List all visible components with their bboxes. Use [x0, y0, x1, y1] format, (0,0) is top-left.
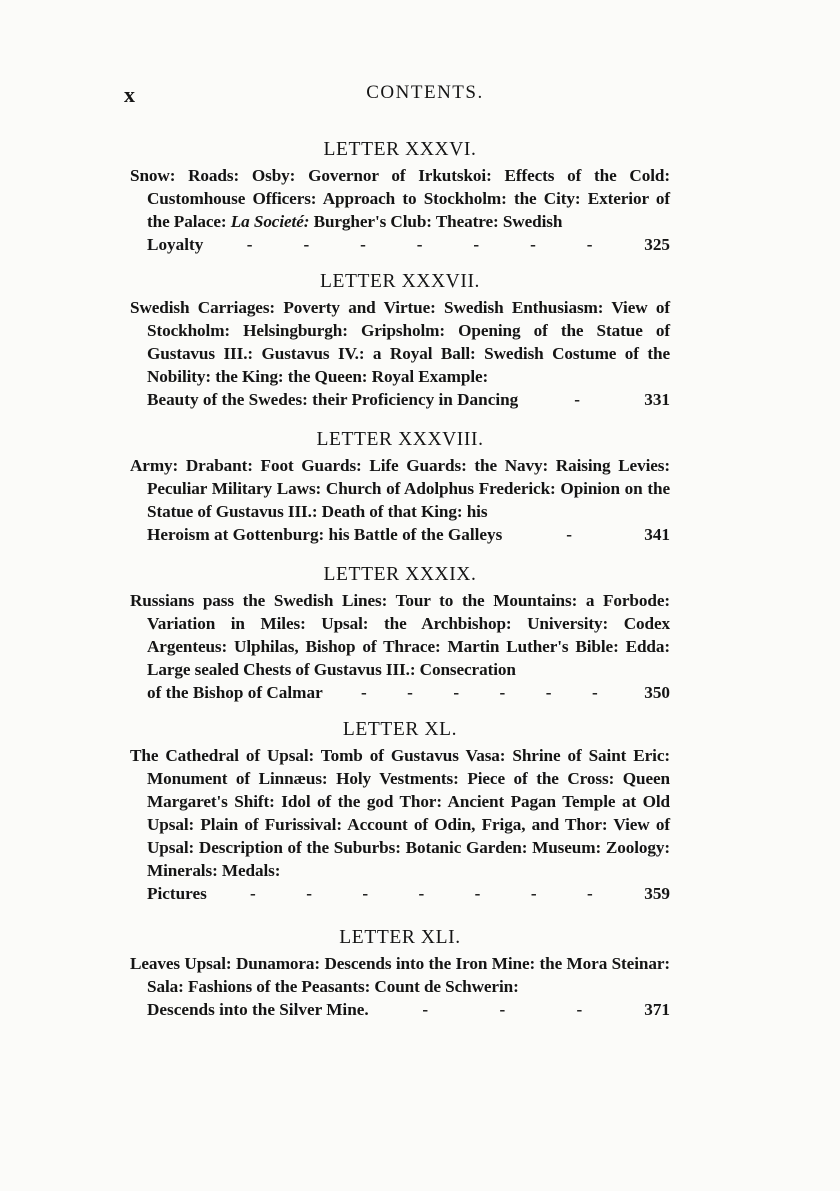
- leader-dots: - - - - - - -: [246, 235, 593, 254]
- page-ref: 331: [644, 390, 670, 409]
- letter-xl: [130, 716, 670, 905]
- letter-summary: Leaves Upsal: Dunamora: Descends into the Iron Mine: the Mora Steinar: Sala: Fashions of the Peasants: Count de Schwerin:: [130, 954, 670, 996]
- page-ref: 350: [644, 683, 670, 702]
- page-header: [0, 78, 840, 108]
- letter-heading: LETTER XXXIX.: [323, 564, 477, 585]
- letter-heading: LETTER XXXVIII.: [316, 429, 484, 450]
- entry-tail: Heroism at Gottenburg: his Battle of the Galleys: [147, 525, 503, 544]
- letter-summary: The Cathedral of Upsal: Tomb of Gustavus Vasa: Shrine of Saint Eric: Monument of Linnæus: Holy Vestments: Piece of the Cross: Queen Margaret's Shift: Idol of the god Thor: Ancient Pagan Temple at Old Upsal: Plain of Furissival: Account of Odin, Friga, and Thor: View of Upsal: Description of the Suburbs: Botanic Garden: Museum: Zoology: Minerals: Medals:: [130, 746, 670, 880]
- page-number: x: [124, 82, 135, 107]
- toc-entry-line: [130, 233, 670, 256]
- toc-entry-line: [130, 681, 670, 704]
- letter-xxxvii: [130, 268, 670, 411]
- toc-entry-line: [130, 882, 670, 905]
- leader-dots: - - - - - - -: [250, 884, 593, 903]
- letter-xxxvi: [130, 136, 670, 256]
- letter-summary: Army: Drabant: Foot Guards: Life Guards: the Navy: Raising Levies: Peculiar Military Laws: Church of Adolphus Frederick: Opinion on the Statue of Gustavus III.: Death of that King: his: [130, 456, 670, 521]
- entry-tail: Descends into the Silver Mine.: [147, 1000, 369, 1019]
- entry-tail: of the Bishop of Calmar: [147, 683, 323, 702]
- leader-dots: -: [574, 390, 580, 409]
- letter-heading: LETTER XLI.: [339, 927, 461, 948]
- running-title: CONTENTS.: [366, 82, 484, 103]
- letter-xxxix: [130, 561, 670, 704]
- letter-heading: LETTER XL.: [342, 719, 458, 740]
- entry-tail: Pictures: [147, 884, 207, 903]
- letter-heading: LETTER XXXVI.: [323, 139, 477, 160]
- letter-summary: Swedish Carriages: Poverty and Virtue: Swedish Enthusiasm: View of Stockholm: Helsingburgh: Gripsholm: Opening of the Statue of Gustavus III.: Gustavus IV.: a Royal Ball: Swedish Costume of the Nobility: the King: the Queen: Royal Example:: [130, 298, 670, 386]
- toc-entry-line: [130, 523, 670, 546]
- toc-entry-line: [130, 388, 670, 411]
- leader-dots: - - - - - -: [360, 683, 598, 702]
- letter-xli: [130, 924, 670, 1021]
- letter-heading: LETTER XXXVII.: [319, 271, 481, 292]
- leader-dots: - - -: [422, 1000, 583, 1019]
- letter-summary: Snow: Roads: Osby: Governor of Irkutskoi: Effects of the Cold: Customhouse Officers: Approach to Stockholm: the City: Exterior of the Palace: La Societé: Burgher's Club: Theatre: Swedish: [130, 166, 670, 231]
- leader-dots: -: [566, 525, 573, 544]
- letter-summary: Russians pass the Swedish Lines: Tour to the Mountains: a Forbode: Variation in Miles: Upsal: the Archbishop: University: Codex Argenteus: Ulphilas, Bishop of Thrace: Martin Luther's Bible: Edda: Large sealed Chests of Gustavus III.: Consecration: [130, 591, 670, 679]
- letter-xxxviii: [130, 426, 670, 546]
- entry-tail: Loyalty: [147, 235, 204, 254]
- page-ref: 341: [644, 525, 670, 544]
- page-ref: 325: [644, 235, 670, 254]
- entry-tail: Beauty of the Swedes: their Proficiency in Dancing: [147, 390, 519, 409]
- emphasis-text: La Societé:: [230, 212, 310, 231]
- page-ref: 359: [644, 884, 670, 903]
- page-ref: 371: [644, 1000, 670, 1019]
- toc-entry-line: [130, 998, 670, 1021]
